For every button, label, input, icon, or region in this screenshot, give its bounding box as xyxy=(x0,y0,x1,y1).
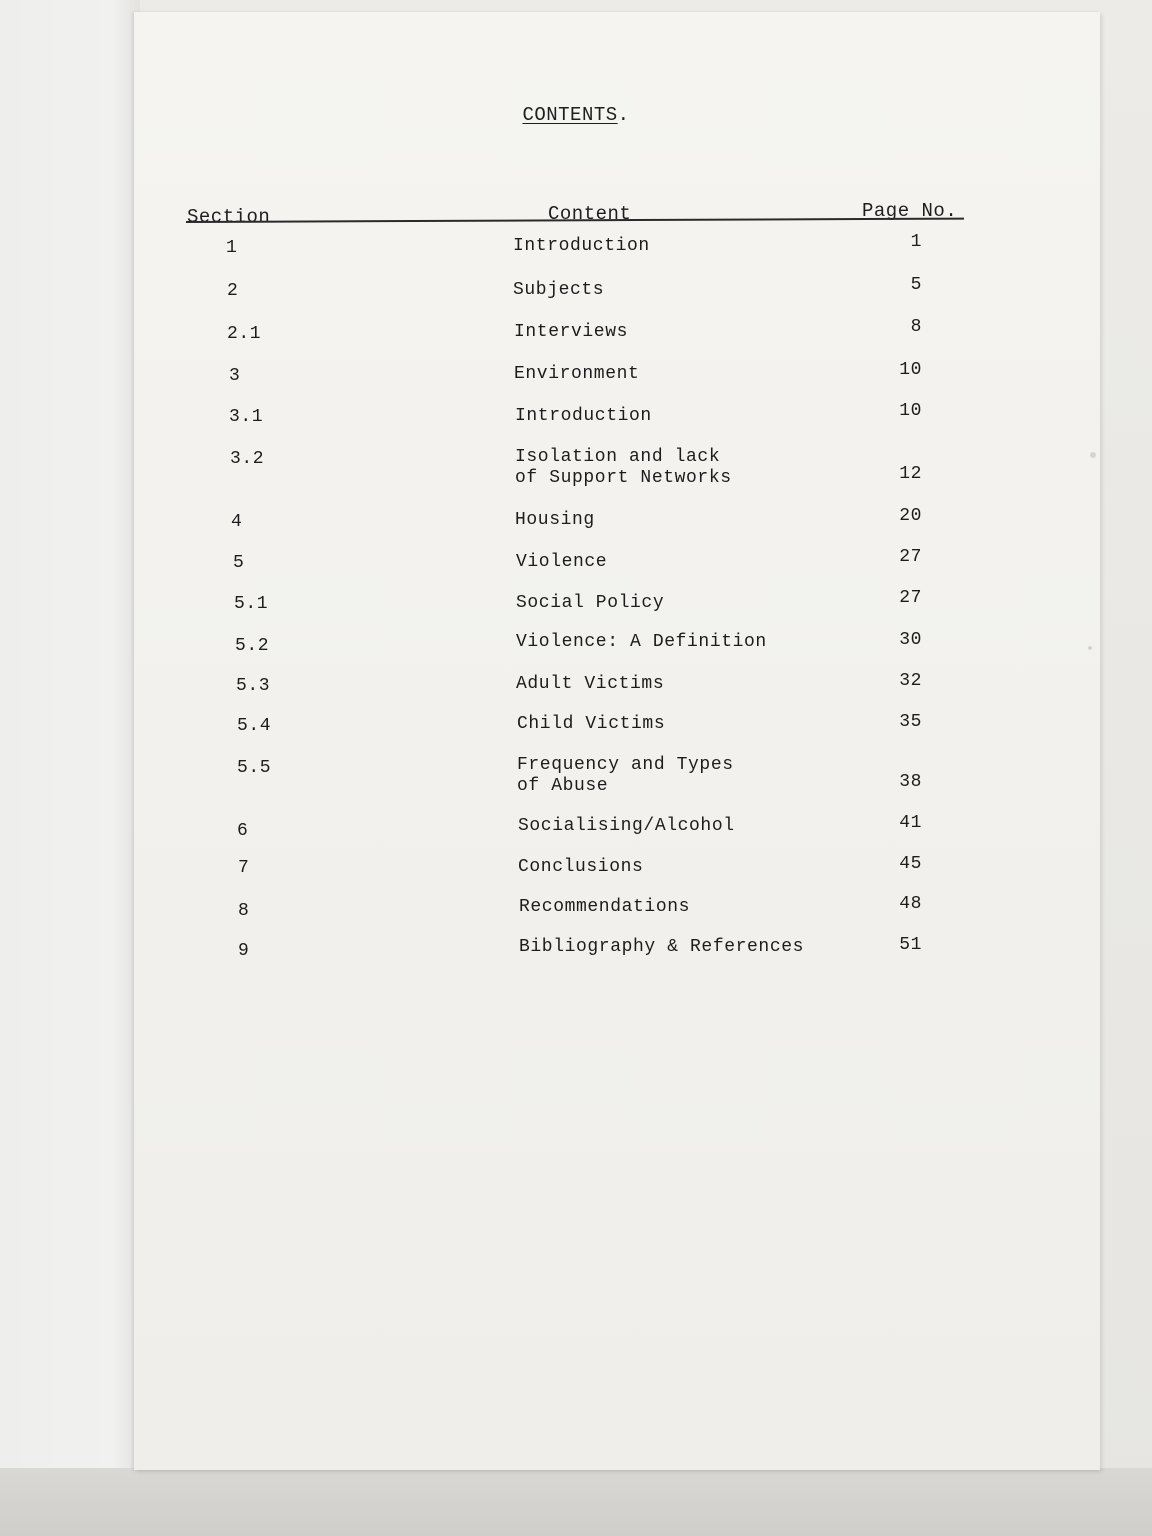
toc-section-number: 2 xyxy=(227,281,239,301)
title-period: . xyxy=(617,104,630,126)
toc-entry-title: Adult Victims xyxy=(516,674,665,694)
toc-page-number: 30 xyxy=(899,630,922,650)
toc-entry-title: Violence: A Definition xyxy=(516,632,767,652)
toc-section-number: 1 xyxy=(226,238,238,258)
toc-entry-title: Social Policy xyxy=(516,593,665,613)
toc-page-number: 38 xyxy=(899,772,922,792)
toc-entry-title: Subjects xyxy=(513,280,605,300)
toc-section-number: 5 xyxy=(233,553,245,573)
toc-entry-title: Introduction xyxy=(515,406,652,426)
toc-section-number: 5.1 xyxy=(234,594,269,614)
toc-page-number: 10 xyxy=(899,401,922,421)
toc-section-number: 5.3 xyxy=(236,676,271,696)
paper-mark xyxy=(1090,452,1096,458)
toc-entry-title: Bibliography & References xyxy=(519,937,805,957)
header-page-no: Page No. xyxy=(862,200,958,222)
toc-page-number: 51 xyxy=(899,935,922,955)
toc-section-number: 7 xyxy=(238,858,250,878)
toc-page-number: 5 xyxy=(910,275,922,295)
toc-page-number: 1 xyxy=(910,232,922,252)
toc-section-number: 5.4 xyxy=(237,716,272,736)
toc-entry-title: Introduction xyxy=(513,236,650,256)
toc-entry-title: Violence xyxy=(516,552,608,572)
toc-page-number: 32 xyxy=(899,671,922,691)
toc-entry-title: Child Victims xyxy=(517,714,666,734)
toc-page-number: 12 xyxy=(899,464,922,484)
toc-section-number: 8 xyxy=(238,901,250,921)
toc-page-number: 8 xyxy=(910,317,922,337)
toc-page-number: 10 xyxy=(899,360,922,380)
toc-section-number: 3.1 xyxy=(229,407,264,427)
toc-section-number: 3.2 xyxy=(230,449,265,469)
header-section: Section xyxy=(187,206,271,228)
header-content: Content xyxy=(548,203,632,225)
toc-entry-title: Conclusions xyxy=(518,857,644,877)
toc-page-number: 35 xyxy=(899,712,922,732)
document-page xyxy=(134,12,1100,1470)
toc-entry-title: Recommendations xyxy=(519,897,691,917)
paper-mark xyxy=(1088,646,1092,650)
toc-entry-title: Socialising/Alcohol xyxy=(518,816,735,836)
toc-entry-title: Environment xyxy=(514,364,640,384)
toc-page-number: 41 xyxy=(899,813,922,833)
toc-section-number: 3 xyxy=(229,366,241,386)
toc-entry-title: Interviews xyxy=(514,322,629,342)
toc-page-number: 48 xyxy=(899,894,922,914)
toc-page-number: 27 xyxy=(899,588,922,608)
toc-section-number: 9 xyxy=(238,941,250,961)
toc-section-number: 5.2 xyxy=(235,636,270,656)
toc-page-number: 27 xyxy=(899,547,922,567)
underlying-page xyxy=(0,0,140,1536)
title-text: CONTENTS xyxy=(522,104,618,126)
toc-section-number: 6 xyxy=(237,821,249,841)
toc-section-number: 4 xyxy=(231,512,243,532)
toc-entry-title: Isolation and lack of Support Networks xyxy=(515,447,732,488)
toc-entry-title: Housing xyxy=(515,510,595,530)
toc-page-number: 45 xyxy=(899,854,922,874)
toc-section-number: 2.1 xyxy=(227,324,262,344)
toc-section-number: 5.5 xyxy=(237,758,272,778)
toc-entry-title: Frequency and Types of Abuse xyxy=(517,755,734,796)
page-title xyxy=(0,104,1152,126)
table-surface xyxy=(0,1468,1152,1536)
toc-page-number: 20 xyxy=(899,506,922,526)
